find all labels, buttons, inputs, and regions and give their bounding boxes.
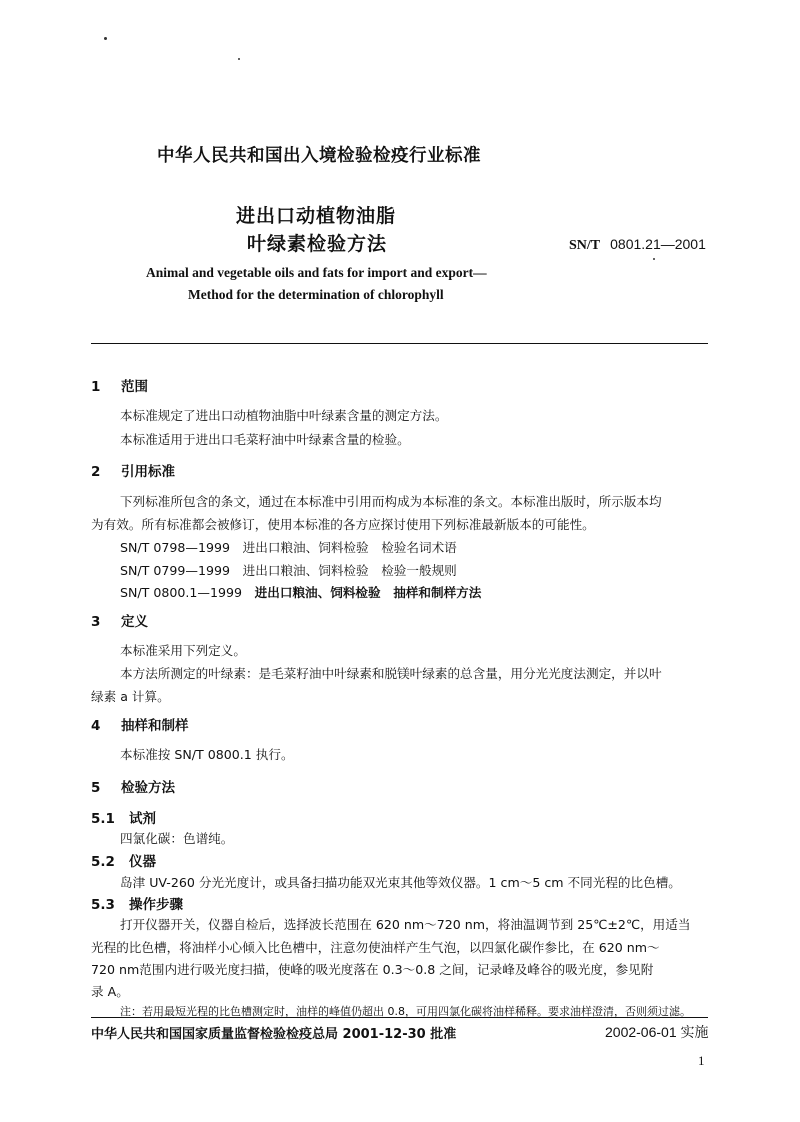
section-1-para-1: 本标准规定了进出口动植物油脂中叶绿素含量的测定方法。 xyxy=(120,408,448,423)
page-number: 1 xyxy=(698,1053,705,1068)
section-3-para-1: 本标准采用下列定义。 xyxy=(120,643,246,658)
section-3-heading: 3 定义 xyxy=(91,614,148,630)
english-title-line-1: Animal and vegetable oils and fats for import and export— xyxy=(146,265,487,280)
scan-speck xyxy=(653,258,655,260)
section-3-para-2-line-2: 绿素 a 计算。 xyxy=(91,689,170,704)
section-1-para-2: 本标准适用于进出口毛菜籽油中叶绿素含量的检验。 xyxy=(120,432,410,447)
issued-approval: 中华人民共和国国家质量监督检验检疫总局 2001-12-30 批准 xyxy=(91,1027,457,1042)
section-5-3-para-line-2: 光程的比色槽，将油样小心倾入比色槽中，注意勿使油样产生气泡，以四氯化碳作参比，在 620 nm～ xyxy=(91,940,660,955)
section-5-3-para-line-3: 720 nm范围内进行吸光度扫描，使峰的吸光度落在 0.3～0.8 之间，记录峰及峰谷的吸光度，参见附 xyxy=(91,962,654,977)
section-3-para-2-line-1: 本方法所测定的叶绿素：是毛菜籽油中叶绿素和脱镁叶绿素的总含量，用分光光度法测定，并以叶 xyxy=(120,666,662,681)
section-5-2-heading: 5.2 仪器 xyxy=(91,854,156,870)
section-2-para-1-line-1: 下列标准所包含的条文，通过在本标准中引用而构成为本标准的条文。本标准出版时，所示版本均 xyxy=(120,494,662,509)
section-2-para-1-line-2: 为有效。所有标准都会被修订，使用本标准的各方应探讨使用下列标准最新版本的可能性。 xyxy=(91,517,595,532)
issuing-organization: 中华人民共和国出入境检验检疫行业标准 xyxy=(157,146,481,166)
standard-prefix: SN/T xyxy=(569,238,601,253)
section-5-heading: 5 检验方法 xyxy=(91,780,175,796)
title-line-2: 叶绿素检验方法 xyxy=(247,233,388,255)
section-5-3-para-line-1: 打开仪器开关，仪器自检后，选择波长范围在 620 nm～720 nm，将油温调节到 25℃±2℃，用适当 xyxy=(120,917,691,932)
english-title-line-2: Method for the determination of chlorophyll xyxy=(188,287,444,302)
section-1-heading: 1 范围 xyxy=(91,379,148,395)
reference-item: SN/T 0800.1—1999 进出口粮油、饲料检验 抽样和制样方法 xyxy=(120,585,482,600)
title-line-1: 进出口动植物油脂 xyxy=(236,205,397,227)
section-5-1-heading: 5.1 试剂 xyxy=(91,811,156,827)
section-5-2-para: 岛津 UV-260 分光光度计，或具备扫描功能双光束其他等效仪器。1 cm～5 cm 不同光程的比色槽。 xyxy=(120,875,681,890)
scan-speck xyxy=(238,58,240,60)
standard-code xyxy=(569,236,706,254)
scan-speck xyxy=(104,37,107,40)
section-5-3-heading: 5.3 操作步骤 xyxy=(91,897,183,913)
section-5-3-note: 注：若用最短光程的比色槽测定时，油样的峰值仍超出 0.8，可用四氯化碳将油样稀释。要求油样澄清，否则须过滤。 xyxy=(120,1005,691,1018)
reference-item: SN/T 0798—1999 进出口粮油、饲料检验 检验名词术语 xyxy=(120,540,457,555)
effective-date: 2002-06-01 实施 xyxy=(605,1024,709,1040)
footer-divider xyxy=(91,1017,708,1018)
section-4-heading: 4 抽样和制样 xyxy=(91,718,189,734)
header-divider xyxy=(91,343,708,344)
section-5-3-para-line-4: 录 A。 xyxy=(91,984,129,999)
section-2-heading: 2 引用标准 xyxy=(91,464,175,480)
standard-number: 0801.21—2001 xyxy=(610,236,706,252)
section-5-1-para: 四氯化碳：色谱纯。 xyxy=(120,831,234,846)
section-4-para-1: 本标准按 SN/T 0800.1 执行。 xyxy=(120,747,294,762)
reference-item: SN/T 0799—1999 进出口粮油、饲料检验 检验一般规则 xyxy=(120,563,457,578)
